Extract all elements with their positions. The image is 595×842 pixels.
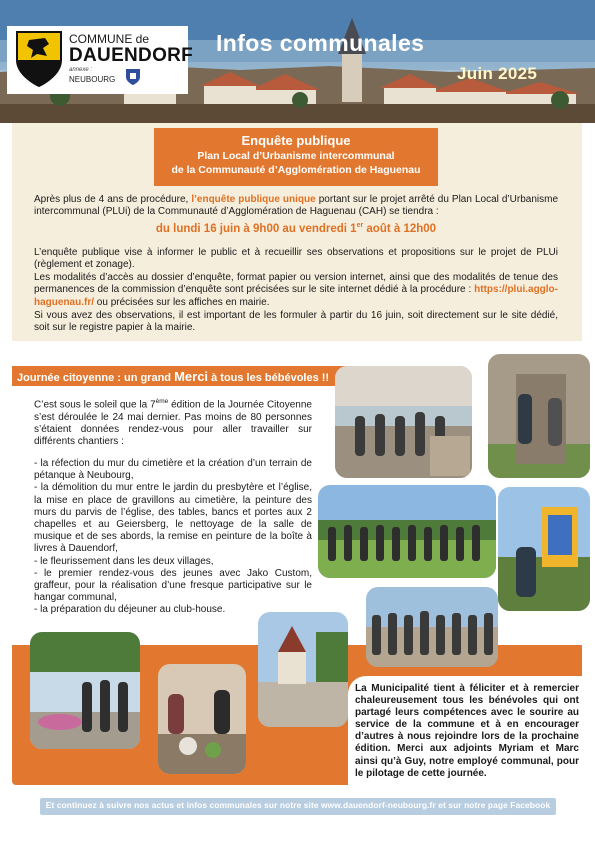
p1-text-end: portant sur le projet arrêté du Plan Local d’Urbanisme intercommunal (PLUi) de la Communauté d’Agglomération de Haguenau (CAH) se tiendra : (34, 194, 559, 218)
list-item: - le fleurissement dans les deux villages, (34, 555, 214, 567)
p1-text-start: Après plus de 4 ans de procédure, (34, 194, 192, 205)
journee-heading-end: à tous les bébévoles !! (208, 372, 330, 384)
logo-commune-label: COMMUNE de (69, 32, 150, 46)
coat-of-arms-icon (15, 30, 63, 88)
dates-end: août à 12h00 (363, 222, 437, 235)
photo-book-box-painting (498, 487, 590, 611)
logo-commune-name: DAUENDORF (69, 45, 194, 66)
logo-annexe-label: annexe : (69, 67, 93, 73)
list-item: - la démolition du mur entre le jardin du presbytère et l’église, la mise en place de gravillons au cimetière, la peinture des murs du parvis de l’église, des tables, bancs et portes aux 2 chapelles et au Geiersberg, le nettoyage de la salle de musique et de ses abords, la remise en peinture de la boîte à livres à Dauendorf, (34, 482, 312, 555)
commune-logo (7, 26, 194, 94)
list-item: - la préparation du déjeuner au club-house. (34, 604, 226, 616)
journee-heading (12, 366, 352, 386)
intro-superscript: ème (155, 398, 169, 405)
photo-flower-planting (30, 632, 140, 749)
list-item: - le premier rendez-vous des jeunes avec Jako Custom, graffeur, pour la réalisation d’une fresque participative sur le hangar communal, (34, 567, 312, 604)
enquete-heading: Enquête publique (241, 133, 351, 148)
photo-cemetery-wall-team (335, 366, 472, 478)
photo-lunch-preparation (158, 664, 246, 774)
enquete-paragraph-4: Si vous avez des observations, il est important de les formuler à partir du 16 juin, soit directement sur le site dédié, soit sur le registre papier à la mairie. (34, 310, 558, 334)
intro-text-end: édition de la Journée Citoyenne s’est déroulée le 24 mai dernier. Pas moins de 80 personnes s’étaient données rendez-vous pour aller travailler sur différents chantiers : (34, 399, 312, 447)
photo-chapel-gravel (258, 612, 348, 727)
issue-date: Juin 2025 (457, 64, 538, 83)
enquete-heading-box (154, 128, 438, 186)
enquete-paragraph-2: L’enquête publique vise à informer le public et à recueillir ses observations et propositions sur le projet de PLUi (règlement et zonage). (34, 247, 558, 271)
thanks-paragraph: La Municipalité tient à féliciter et à remercier chaleureusement tous les bénévoles qui ont partagé leurs compétences avec le sourire au service de la commune et à en encourager d’autres à nous rejoindre lors de la prochaine édition. Merci aux adjoints Myriam et Marc ainsi qu’à Guy, notre employé communal, pour le pilotage de cette journée. (355, 683, 579, 779)
enquete-paragraph-1 (34, 194, 558, 236)
p1-highlight: l’enquête publique unique (191, 194, 316, 205)
header-banner (0, 0, 595, 123)
enquete-subheading-1: Plan Local d’Urbanisme intercommunal (197, 150, 395, 162)
journee-heading-start: Journée citoyenne : un grand (17, 372, 175, 384)
logo-annexe-name: NEUBOURG (69, 75, 116, 84)
list-item: - la réfection du mur du cimetière et la création d’un terrain de pétanque à Neubourg, (34, 458, 312, 482)
chantiers-list (34, 458, 312, 617)
intro-text-start: C’est sous le soleil que la 7 (34, 399, 156, 411)
dates-start: du lundi 16 juin à 9h00 au vendredi 1 (155, 222, 357, 235)
footer-text: Et continuez à suivre nos actus et infos communales sur notre site www.dauendorf-neubourg.fr et sur notre page Facebook (45, 800, 551, 810)
plui-website-link[interactable]: https://plui.agglo-haguenau.fr/ (34, 284, 558, 308)
neubourg-shield-icon (125, 68, 141, 86)
p3-text-end: ou précisées sur les affiches en mairie. (94, 296, 270, 308)
photo-wall-demolition (488, 354, 590, 478)
page-title: Infos communales (216, 30, 425, 56)
journee-intro (34, 396, 312, 448)
dates-superscript: er (356, 221, 364, 229)
photo-group-volunteers (318, 485, 496, 578)
enquete-paragraph-3 (34, 272, 558, 309)
enquete-subheading-2: de la Communauté d’Agglomération de Haguenau (171, 164, 421, 176)
journee-heading-merci: Merci (174, 369, 209, 384)
p3-text-start: Les modalités d’accès au dossier d’enquête, format papier ou version internet, ainsi que des modalités de tenue des permanences de la commission d’enquête sont précisées sur le site internet dédié à la procédure : (34, 272, 558, 296)
photo-petanque-team (366, 587, 498, 667)
enquete-dates (34, 219, 558, 236)
